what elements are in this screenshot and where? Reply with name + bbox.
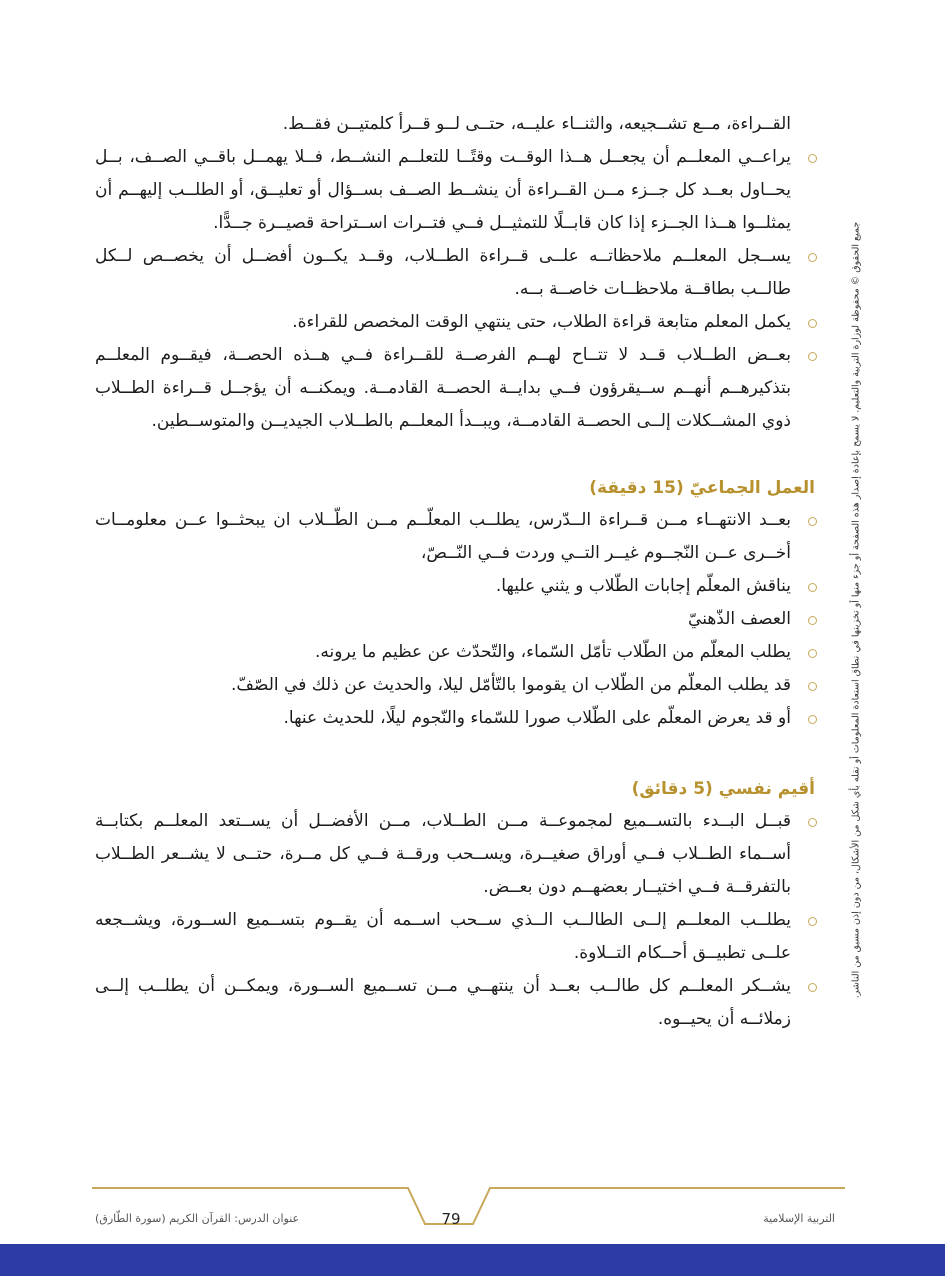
copyright-text: جميع الحقوق © محفوظة لوزارة التربية والتعليم. لا يسمح بإعادة إصدار هذه الصفحة أو جزء منها أو تخزينها في نطاق استعادة المعلومات أو نقله بأي شكل من الأشكال، من دون إذن مسبق من الناشر. (850, 221, 862, 999)
list-item (95, 970, 815, 1036)
list-item (95, 669, 815, 702)
list-item-text: يكمل المعلم متابعة قراءة الطلاب، حتى ينتهي الوقت المخصص للقراءة. (292, 312, 791, 332)
bullet-icon (808, 583, 817, 592)
footer-subject: التربية الإسلامية (763, 1212, 835, 1225)
bullet-icon (808, 253, 817, 262)
list-item (95, 904, 815, 970)
section-heading-self-assessment: أقيم نفسي (5 دقائق) (631, 779, 815, 799)
list-item (95, 805, 815, 904)
footer-lesson-title: عنوان الدرس: القرآن الكريم (سورة الطّارق) (95, 1212, 300, 1225)
bullet-icon (808, 715, 817, 724)
list-item (95, 339, 815, 438)
section-heading-group-work: العمل الجماعيّ (15 دقيقة) (589, 478, 815, 498)
list-item (95, 306, 815, 339)
bullet-icon (808, 682, 817, 691)
list-item (95, 570, 815, 603)
bullet-icon (808, 917, 817, 926)
page-content (95, 108, 815, 1036)
list-item-text: بعــد الانتهــاء مــن قــراءة الــدّرس، يطلــب المعلّــم مــن الطّــلاب ان يبحثــوا عــن معلومــات أخــرى عــن النّجــوم غيــر التــي وردت فــي النّــصّ، (95, 510, 791, 563)
list-item-text: أو قد يعرض المعلّم على الطّلاب صورا للسّماء والنّجوم ليلًا، للحديث عنها. (283, 708, 791, 728)
bullet-icon (808, 649, 817, 658)
list-item-text: قد يطلب المعلّم من الطّلاب ان يقوموا بالتّأمّل ليلا، والحديث عن ذلك في الصّفّ. (230, 675, 791, 695)
list-item (95, 504, 815, 570)
list-item-text: يطلــب المعلــم إلــى الطالــب الــذي ســحب اســمه أن يقــوم بتســميع الســورة، ويشــجعه علــى تطبيــق أحــكام التــلاوة. (95, 910, 791, 963)
list-item (95, 702, 815, 735)
list-item-text: العصف الذّهنيّ (688, 609, 791, 629)
list-item (95, 603, 815, 636)
bullet-icon (808, 818, 817, 827)
page-number: 79 (441, 1210, 461, 1228)
list-item-text: يراعــي المعلــم أن يجعــل هــذا الوقــت وقتًــا للتعلــم النشــط، فــلا يهمــل باقــي الصــف، بــل يحــاول بعــد كل جــزء مــن القــراءة أن ينشــط الصــف بســؤال أو تعليــق، أو الطلــب إليهــم أن يمثلــوا هــذا الجــزء إذا كان قابــلًا للتمثيــل فــي فتــرات اســتراحة قصيــرة جــدًّا. (95, 147, 791, 233)
list-item-text: يســجل المعلــم ملاحظاتــه علــى قــراءة الطــلاب، وقــد يكــون أفضــل أن يخصــص لــكل طالــب بطاقــة ملاحظــات خاصــة بــه. (95, 246, 791, 299)
list-item-text: بعــض الطــلاب قــد لا تتــاح لهــم الفرصــة للقــراءة فــي هــذه الحصــة، فيقــوم المعلــم بتذكيرهــم أنهــم ســيقرؤون فــي بدايــة الحصــة القادمــة. ويمكنــه أن يؤجــل قــراءة الطــلاب ذوي المشــكلات إلــى الحصــة القادمــة، ويبــدأ المعلــم بالطــلاب الجيديــن والمتوســطين. (95, 345, 791, 431)
bullet-icon (808, 319, 817, 328)
copyright-side-note (846, 221, 866, 999)
bullet-icon (808, 352, 817, 361)
list-item-text: يشــكر المعلــم كل طالــب بعــد أن ينتهــي مــن تســميع الســورة، ويمكــن أن يطلــب إلــى زملائــه أن يحيــوه. (95, 976, 791, 1029)
list-item-text: يطلب المعلّم من الطّلاب تأمّل السّماء، والتّحدّث عن عظيم ما يرونه. (314, 642, 791, 662)
list-item (95, 636, 815, 669)
bottom-color-band (0, 1244, 945, 1276)
bullet-icon (808, 616, 817, 625)
continued-paragraph: القــراءة، مــع تشــجيعه، والثنــاء عليــه، حتــى لــو قــرأ كلمتيــن فقــط. (282, 114, 791, 134)
list-item-text: يناقش المعلّم إجابات الطّلاب و يثني عليها. (495, 576, 791, 596)
list-item (95, 240, 815, 306)
bullet-icon (808, 154, 817, 163)
bullet-icon (808, 517, 817, 526)
list-item (95, 141, 815, 240)
bullet-icon (808, 983, 817, 992)
list-item-text: قبــل البــدء بالتســميع لمجموعــة مــن الطــلاب، مــن الأفضــل أن يســتعد المعلــم بكتابــة أســماء الطــلاب فــي أوراق صغيــرة، ويســحب ورقــة فــي كل مــرة، حتــى لا يشــعر الطــلاب بالتفرقــة فــي اختيــار بعضهــم دون بعــض. (95, 811, 791, 897)
